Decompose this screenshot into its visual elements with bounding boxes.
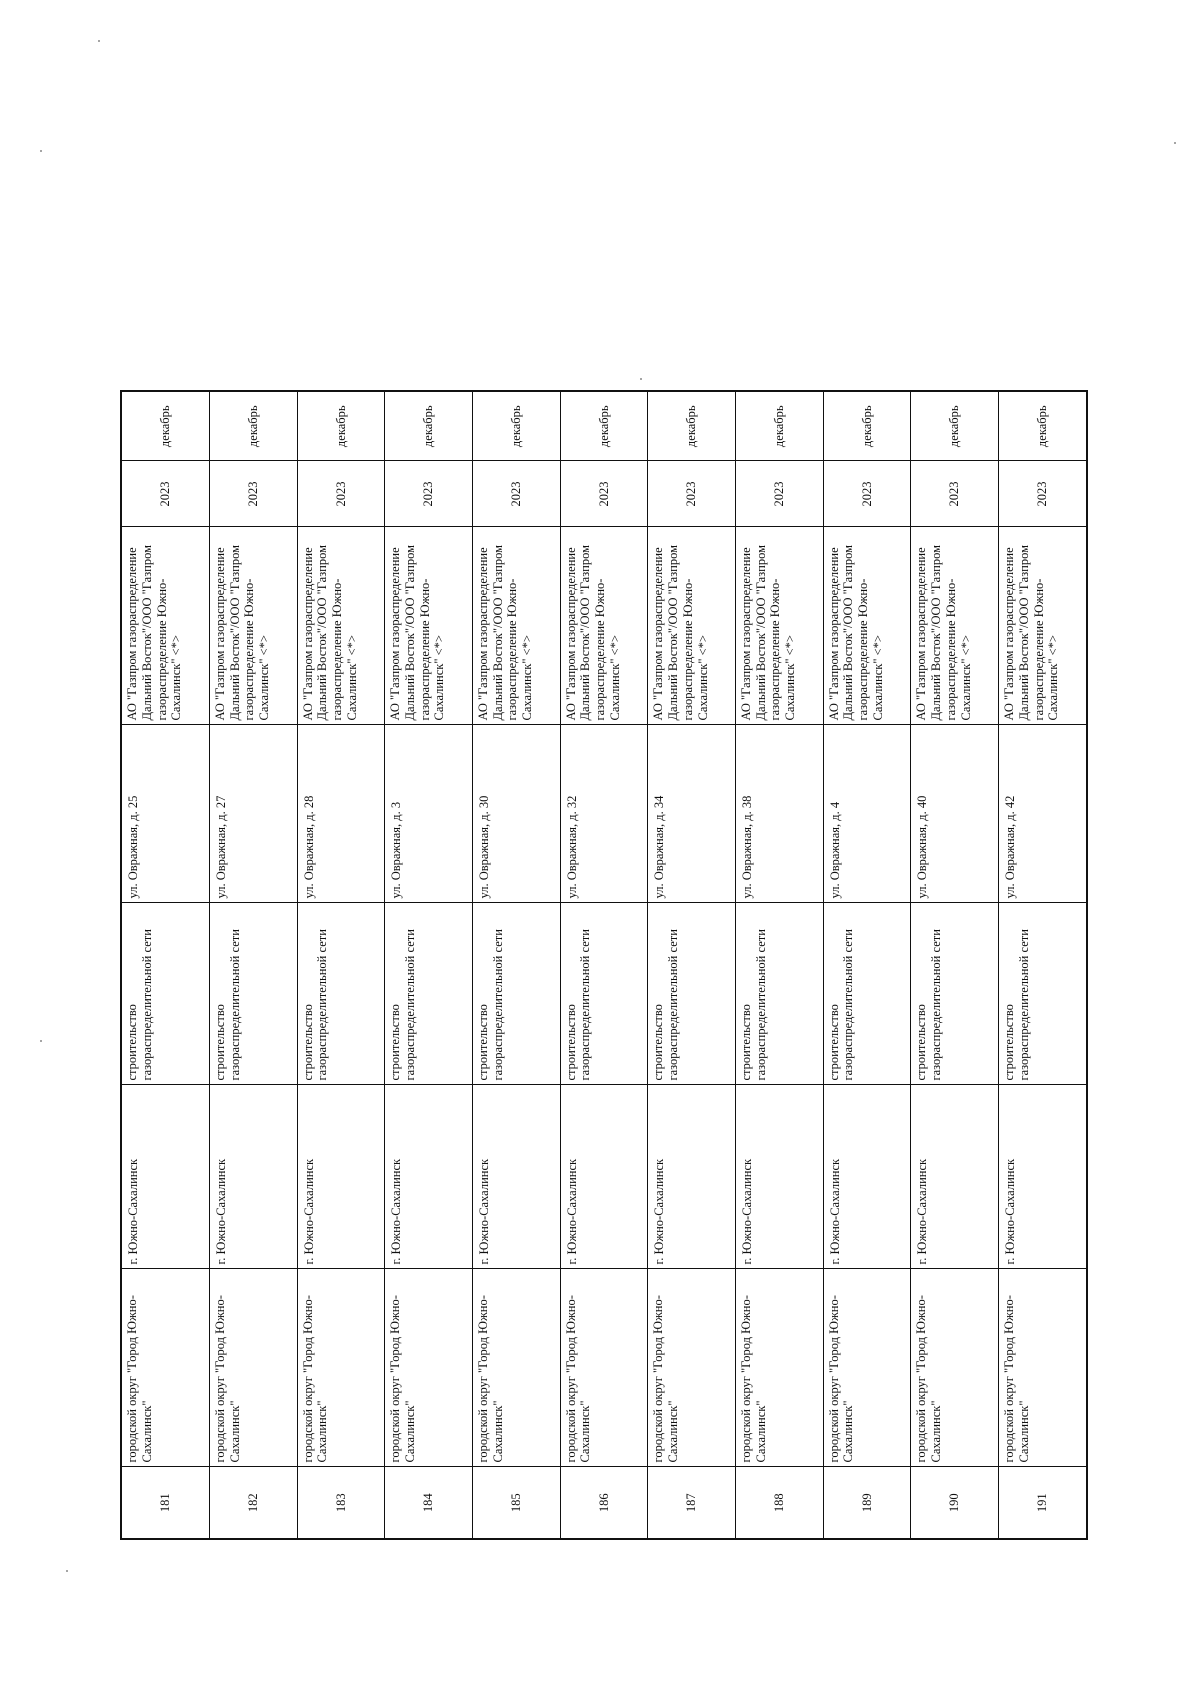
- year-cell: 2023: [911, 461, 999, 527]
- scan-speck: [40, 150, 42, 152]
- municipality-cell: городской округ "Город Южно-Сахалинск": [560, 1269, 648, 1467]
- table-row: [999, 391, 1087, 1539]
- address-cell: ул. Овражная, д. 34: [648, 725, 736, 903]
- row-number: 190: [911, 1467, 999, 1539]
- address-cell: ул. Овражная, д. 38: [735, 725, 823, 903]
- address-cell: ул. Овражная, д. 3: [385, 725, 473, 903]
- municipality-cell: городской округ "Город Южно-Сахалинск": [472, 1269, 560, 1467]
- row-number: 187: [648, 1467, 736, 1539]
- table-row: [385, 391, 473, 1539]
- organization-cell: АО "Газпром газораспределение Дальний Восток"/ООО "Газпром газораспределение Южно-Сахалинск" <*>: [385, 527, 473, 725]
- work-type-cell: строительство газораспределительной сети: [385, 903, 473, 1085]
- month-cell: декабрь: [385, 391, 473, 461]
- row-number: 189: [823, 1467, 911, 1539]
- organization-cell: АО "Газпром газораспределение Дальний Восток"/ООО "Газпром газораспределение Южно-Сахалинск" <*>: [209, 527, 297, 725]
- address-cell: ул. Овражная, д. 32: [560, 725, 648, 903]
- municipality-cell: городской округ "Город Южно-Сахалинск": [297, 1269, 385, 1467]
- organization-cell: АО "Газпром газораспределение Дальний Восток"/ООО "Газпром газораспределение Южно-Сахалинск" <*>: [560, 527, 648, 725]
- year-cell: 2023: [560, 461, 648, 527]
- month-cell: декабрь: [823, 391, 911, 461]
- work-type-cell: строительство газораспределительной сети: [560, 903, 648, 1085]
- settlement-cell: г. Южно-Сахалинск: [560, 1085, 648, 1269]
- gasification-schedule-table: [120, 390, 1088, 1540]
- month-cell: декабрь: [209, 391, 297, 461]
- row-number: 186: [560, 1467, 648, 1539]
- organization-cell: АО "Газпром газораспределение Дальний Восток"/ООО "Газпром газораспределение Южно-Сахалинск" <*>: [121, 527, 209, 725]
- year-cell: 2023: [823, 461, 911, 527]
- municipality-cell: городской округ "Город Южно-Сахалинск": [648, 1269, 736, 1467]
- settlement-cell: г. Южно-Сахалинск: [823, 1085, 911, 1269]
- table-row: [560, 391, 648, 1539]
- organization-cell: АО "Газпром газораспределение Дальний Восток"/ООО "Газпром газораспределение Южно-Сахалинск" <*>: [999, 527, 1087, 725]
- municipality-cell: городской округ "Город Южно-Сахалинск": [999, 1269, 1087, 1467]
- work-type-cell: строительство газораспределительной сети: [209, 903, 297, 1085]
- scan-speck: [98, 40, 100, 42]
- year-cell: 2023: [735, 461, 823, 527]
- year-cell: 2023: [209, 461, 297, 527]
- row-number: 185: [472, 1467, 560, 1539]
- address-cell: ул. Овражная, д. 27: [209, 725, 297, 903]
- address-cell: ул. Овражная, д. 30: [472, 725, 560, 903]
- work-type-cell: строительство газораспределительной сети: [735, 903, 823, 1085]
- row-number: 182: [209, 1467, 297, 1539]
- municipality-cell: городской округ "Город Южно-Сахалинск": [823, 1269, 911, 1467]
- settlement-cell: г. Южно-Сахалинск: [911, 1085, 999, 1269]
- year-cell: 2023: [472, 461, 560, 527]
- year-cell: 2023: [648, 461, 736, 527]
- address-cell: ул. Овражная, д. 4: [823, 725, 911, 903]
- settlement-cell: г. Южно-Сахалинск: [999, 1085, 1087, 1269]
- month-cell: декабрь: [560, 391, 648, 461]
- work-type-cell: строительство газораспределительной сети: [823, 903, 911, 1085]
- organization-cell: АО "Газпром газораспределение Дальний Восток"/ООО "Газпром газораспределение Южно-Сахалинск" <*>: [472, 527, 560, 725]
- month-cell: декабрь: [735, 391, 823, 461]
- year-cell: 2023: [121, 461, 209, 527]
- row-number: 191: [999, 1467, 1087, 1539]
- table-row: [735, 391, 823, 1539]
- municipality-cell: городской округ "Город Южно-Сахалинск": [209, 1269, 297, 1467]
- municipality-cell: городской округ "Город Южно-Сахалинск": [911, 1269, 999, 1467]
- settlement-cell: г. Южно-Сахалинск: [472, 1085, 560, 1269]
- organization-cell: АО "Газпром газораспределение Дальний Восток"/ООО "Газпром газораспределение Южно-Сахалинск" <*>: [911, 527, 999, 725]
- year-cell: 2023: [999, 461, 1087, 527]
- address-cell: ул. Овражная, д. 25: [121, 725, 209, 903]
- scan-speck: [1174, 142, 1176, 144]
- table-row: [472, 391, 560, 1539]
- month-cell: декабрь: [999, 391, 1087, 461]
- year-cell: 2023: [297, 461, 385, 527]
- month-cell: декабрь: [911, 391, 999, 461]
- year-cell: 2023: [385, 461, 473, 527]
- scan-speck: [66, 1570, 68, 1572]
- settlement-cell: г. Южно-Сахалинск: [735, 1085, 823, 1269]
- row-number: 181: [121, 1467, 209, 1539]
- table-row: [911, 391, 999, 1539]
- settlement-cell: г. Южно-Сахалинск: [648, 1085, 736, 1269]
- month-cell: декабрь: [121, 391, 209, 461]
- address-cell: ул. Овражная, д. 40: [911, 725, 999, 903]
- work-type-cell: строительство газораспределительной сети: [121, 903, 209, 1085]
- work-type-cell: строительство газораспределительной сети: [297, 903, 385, 1085]
- address-cell: ул. Овражная, д. 28: [297, 725, 385, 903]
- row-number: 184: [385, 1467, 473, 1539]
- organization-cell: АО "Газпром газораспределение Дальний Восток"/ООО "Газпром газораспределение Южно-Сахалинск" <*>: [297, 527, 385, 725]
- row-number: 183: [297, 1467, 385, 1539]
- work-type-cell: строительство газораспределительной сети: [999, 903, 1087, 1085]
- scan-speck: [640, 378, 642, 380]
- municipality-cell: городской округ "Город Южно-Сахалинск": [735, 1269, 823, 1467]
- rotated-table-wrapper: [120, 392, 1088, 1540]
- organization-cell: АО "Газпром газораспределение Дальний Восток"/ООО "Газпром газораспределение Южно-Сахалинск" <*>: [648, 527, 736, 725]
- row-number: 188: [735, 1467, 823, 1539]
- address-cell: ул. Овражная, д. 42: [999, 725, 1087, 903]
- settlement-cell: г. Южно-Сахалинск: [121, 1085, 209, 1269]
- municipality-cell: городской округ "Город Южно-Сахалинск": [121, 1269, 209, 1467]
- table-row: [209, 391, 297, 1539]
- organization-cell: АО "Газпром газораспределение Дальний Восток"/ООО "Газпром газораспределение Южно-Сахалинск" <*>: [823, 527, 911, 725]
- table-row: [648, 391, 736, 1539]
- month-cell: декабрь: [648, 391, 736, 461]
- month-cell: декабрь: [297, 391, 385, 461]
- settlement-cell: г. Южно-Сахалинск: [209, 1085, 297, 1269]
- work-type-cell: строительство газораспределительной сети: [911, 903, 999, 1085]
- settlement-cell: г. Южно-Сахалинск: [297, 1085, 385, 1269]
- table-row: [823, 391, 911, 1539]
- scan-speck: [40, 1040, 42, 1042]
- work-type-cell: строительство газораспределительной сети: [472, 903, 560, 1085]
- table-body: [121, 391, 1087, 1539]
- organization-cell: АО "Газпром газораспределение Дальний Восток"/ООО "Газпром газораспределение Южно-Сахалинск" <*>: [735, 527, 823, 725]
- table-row: [297, 391, 385, 1539]
- settlement-cell: г. Южно-Сахалинск: [385, 1085, 473, 1269]
- municipality-cell: городской округ "Город Южно-Сахалинск": [385, 1269, 473, 1467]
- table-row: [121, 391, 209, 1539]
- work-type-cell: строительство газораспределительной сети: [648, 903, 736, 1085]
- month-cell: декабрь: [472, 391, 560, 461]
